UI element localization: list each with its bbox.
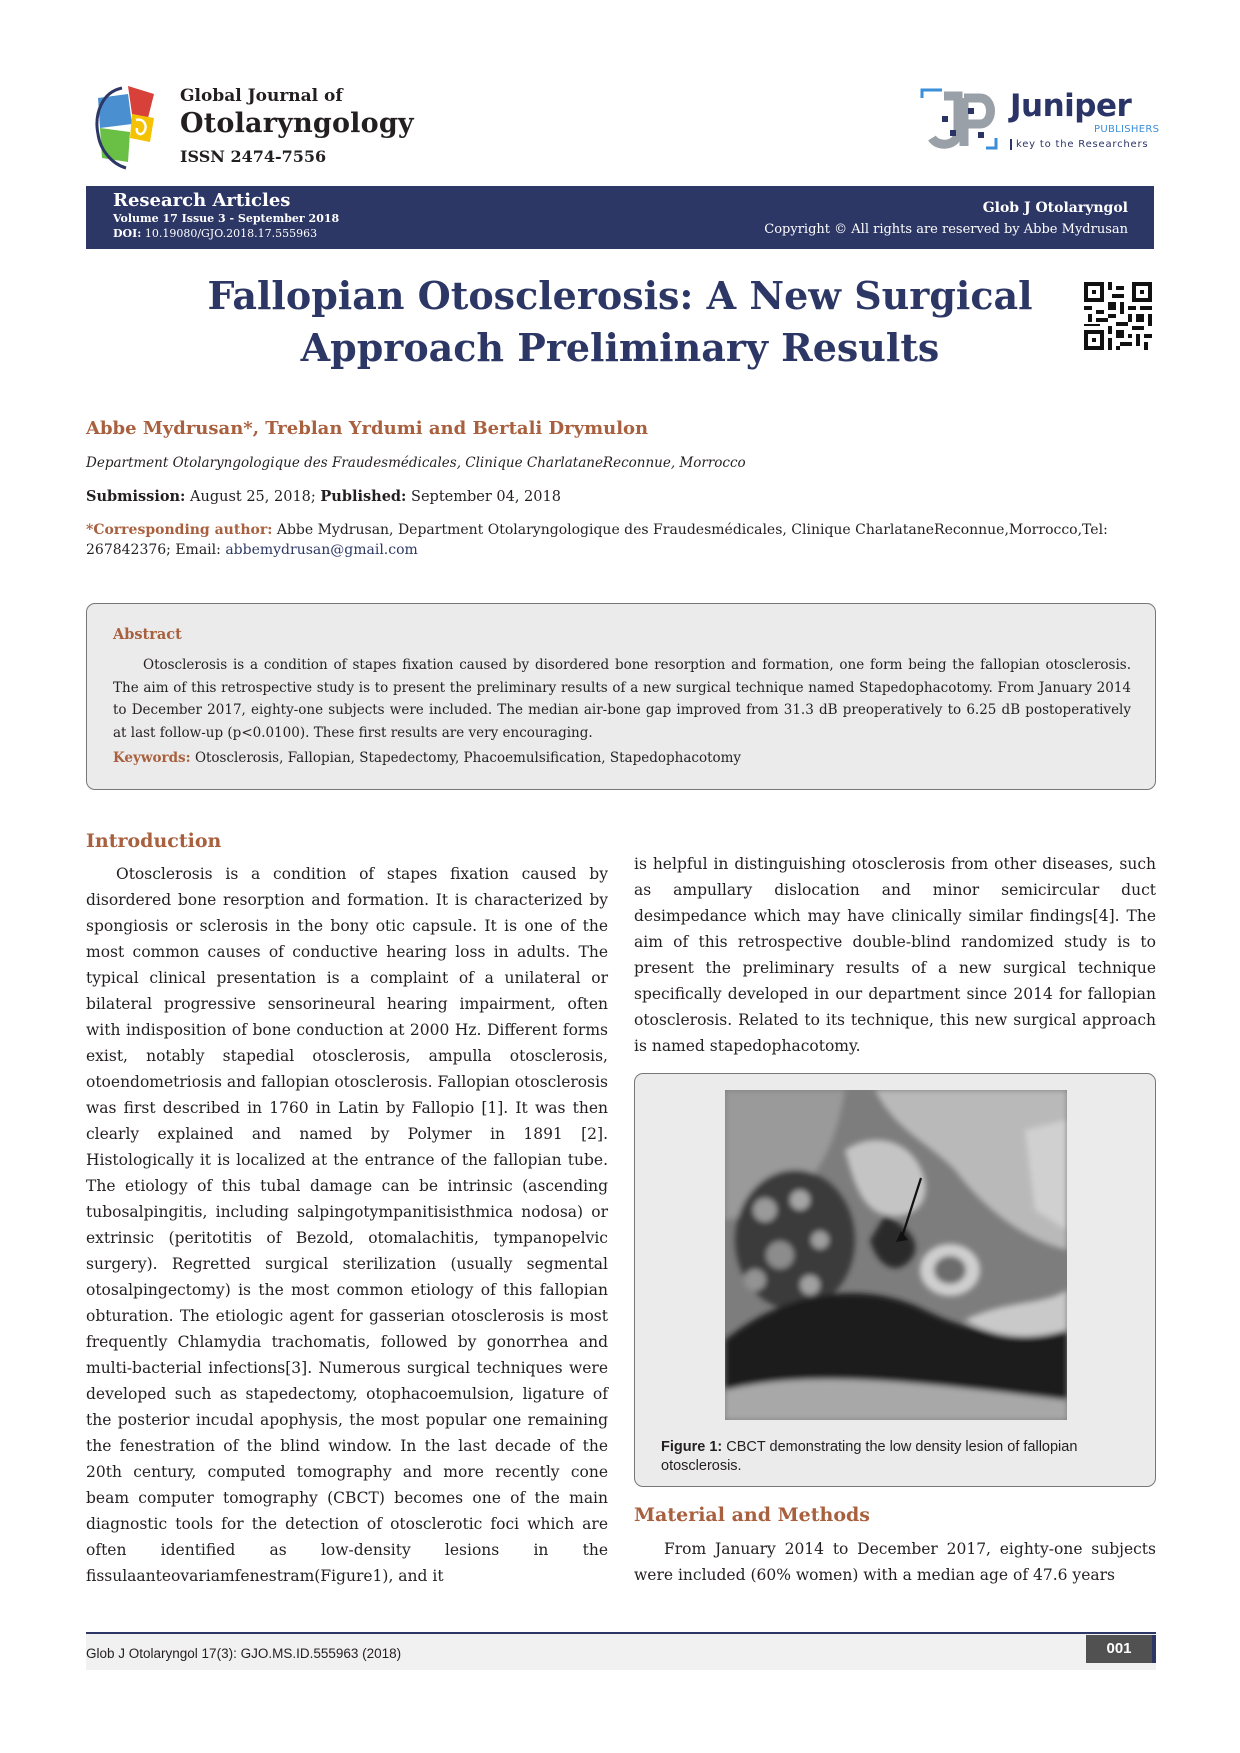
publisher-name: Juniper: [1010, 88, 1132, 124]
figure-caption-text: CBCT demonstrating the low density lesion of fallopian otosclerosis.: [661, 1439, 1078, 1474]
keywords-label: Keywords:: [113, 750, 191, 766]
journal-logo-icon: [92, 84, 176, 170]
publisher-jp-mark-icon: [918, 86, 1000, 154]
submission-label: Submission:: [86, 488, 186, 505]
qr-code-icon[interactable]: [1084, 282, 1152, 350]
title-line-1: Fallopian Otosclerosis: A New Surgical: [207, 273, 1033, 318]
introduction-left-column: Otosclerosis is a condition of stapes fixation caused by disordered bone resorption and formation. It is characterized by spongiosis or sclerosis in the bony otic capsule. It is one of the most common causes of conductive hearing loss in adults. The typical clinical presentation is a complaint of a unilateral or bilateral progressive sensorineural hearing impairment, often with indisposition of bone conduction at 2000 Hz. Different forms exist, notably stapedial otosclerosis, ampulla otosclerosis, otoendometriosis and fallopian otosclerosis. Fallopian otosclerosis was first described in 1760 in Latin by Fallopio [1]. It was then clearly explained and named by Polymer in 1891 [2]. Histologically it is localized at the entrance of the fallopian tube. The etiology of this tubal damage can be intrinsic (ascending tubosalpingitis, including salpingotympanitisisthmica nodosa) or extrinsic (peritotitis of Bezold, otomalachitis, tympanopelvic surgery). Regretted surgical sterilization (usually segmental otosalpingectomy) is the most common etiology of this fallopian obturation. The etiologic agent for gasserian otosclerosis is most frequently Chlamydia trachomatis, followed by gonorrhea and multi-bacterial infections[3]. Numerous surgical techniques were developed such as stapedectomy, otophacoemulsion, ligature of the posterior incudal apophysis, the most popular one remaining the fenestration of the blind window. In the last decade of the 20th century, computed tomography and more recently cone beam computer tomography (CBCT) becomes one of the main diagnostic tools for the detection of otosclerotic foci which are often identified as low-density lesions in the fissulaanteovariamfenestram(Figure1), and it: [86, 865, 608, 1585]
journal-title-line2: Otolaryngology: [180, 108, 414, 139]
published-date: September 04, 2018: [411, 489, 561, 505]
article-title: [200, 270, 1040, 374]
publisher-sub: PUBLISHERS: [1094, 124, 1160, 135]
journal-title-line1: Global Journal of: [180, 86, 343, 106]
article-doi: [113, 227, 339, 240]
published-label: Published:: [320, 488, 407, 505]
corresponding-email-link[interactable]: abbemydrusan@gmail.com: [225, 542, 418, 558]
abstract-heading: Abstract: [113, 626, 182, 643]
figure-caption: [661, 1438, 1141, 1476]
author-affiliation: Department Otolaryngologique des Fraudesmédicales, Clinique CharlataneReconnue, Morrocco: [86, 455, 746, 471]
submission-date: August 25, 2018;: [190, 489, 316, 505]
corresponding-author: [86, 520, 1156, 560]
article-dates: [86, 488, 561, 505]
corresponding-label: *Corresponding author:: [86, 522, 273, 538]
cbct-scan-image: [725, 1090, 1067, 1420]
corresponding-text: Abbe Mydrusan, Department Otolaryngologique des Fraudesmédicales, Clinique CharlataneReconnue,Morrocco,Tel: 267842376; Email:: [86, 522, 1108, 558]
article-volume: Volume 17 Issue 3 - September 2018: [113, 212, 340, 225]
methods-text: From January 2014 to December 2017, eighty-one subjects were included (60% women) with a median age of 47.6 years: [634, 1540, 1156, 1584]
publisher-tagline: key to the Researchers: [1010, 139, 1148, 150]
page-number-edge: [1152, 1635, 1156, 1663]
introduction-right-column: is helpful in distinguishing otosclerosis from other diseases, such as ampullary dislocation and minor semicircular duct desimpedance which may have clinically similar findings[4]. The aim of this retrospective double-blind randomized study is to present the preliminary results of a new surgical technique specifically developed in our department since 2014 for fallopian otosclerosis. Related to its technique, this new surgical approach is named stapedophacotomy.: [634, 855, 1156, 1055]
journal-abbreviation: Glob J Otolaryngol: [982, 200, 1128, 216]
journal-issn: ISSN 2474-7556: [180, 147, 327, 166]
methods-heading: Material and Methods: [634, 1504, 870, 1526]
figure-1: [634, 1073, 1156, 1487]
abstract-box: [86, 603, 1156, 790]
publisher-logo[interactable]: [918, 86, 1158, 156]
copyright-notice: Copyright © All rights are reserved by Abbe Mydrusan: [764, 222, 1128, 237]
figure-label: Figure 1:: [661, 1439, 723, 1455]
article-banner: [86, 186, 1154, 249]
page-number: 001: [1086, 1635, 1152, 1663]
title-line-2: Approach Preliminary Results: [300, 325, 940, 370]
author-list: Abbe Mydrusan*, Treblan Yrdumi and Bertali Drymulon: [86, 418, 649, 439]
article-section: Research Articles: [113, 190, 291, 211]
keywords-list: Otosclerosis, Fallopian, Stapedectomy, Phacoemulsification, Stapedophacotomy: [194, 750, 742, 766]
abstract-text: Otosclerosis is a condition of stapes fixation caused by disordered bone resorption and formation, one form being the fallopian otosclerosis. The aim of this retrospective study is to present the preliminary results of a new surgical technique named Stapedophacotomy. From January 2014 to December 2017, eighty-one subjects were included. The median air-bone gap improved from 31.3 dB preoperatively to 6.25 dB postoperatively at last follow-up (p<0.0100). These first results are very encouraging.: [113, 657, 1131, 741]
doi-label: DOI:: [113, 227, 142, 240]
footer-citation: Glob J Otolaryngol 17(3): GJO.MS.ID.555963 (2018): [86, 1646, 402, 1661]
introduction-heading: Introduction: [86, 830, 222, 852]
abstract-keywords: [113, 750, 741, 766]
doi-link[interactable]: 10.19080/GJO.2018.17.555963: [144, 227, 318, 240]
journal-title: [180, 86, 414, 166]
